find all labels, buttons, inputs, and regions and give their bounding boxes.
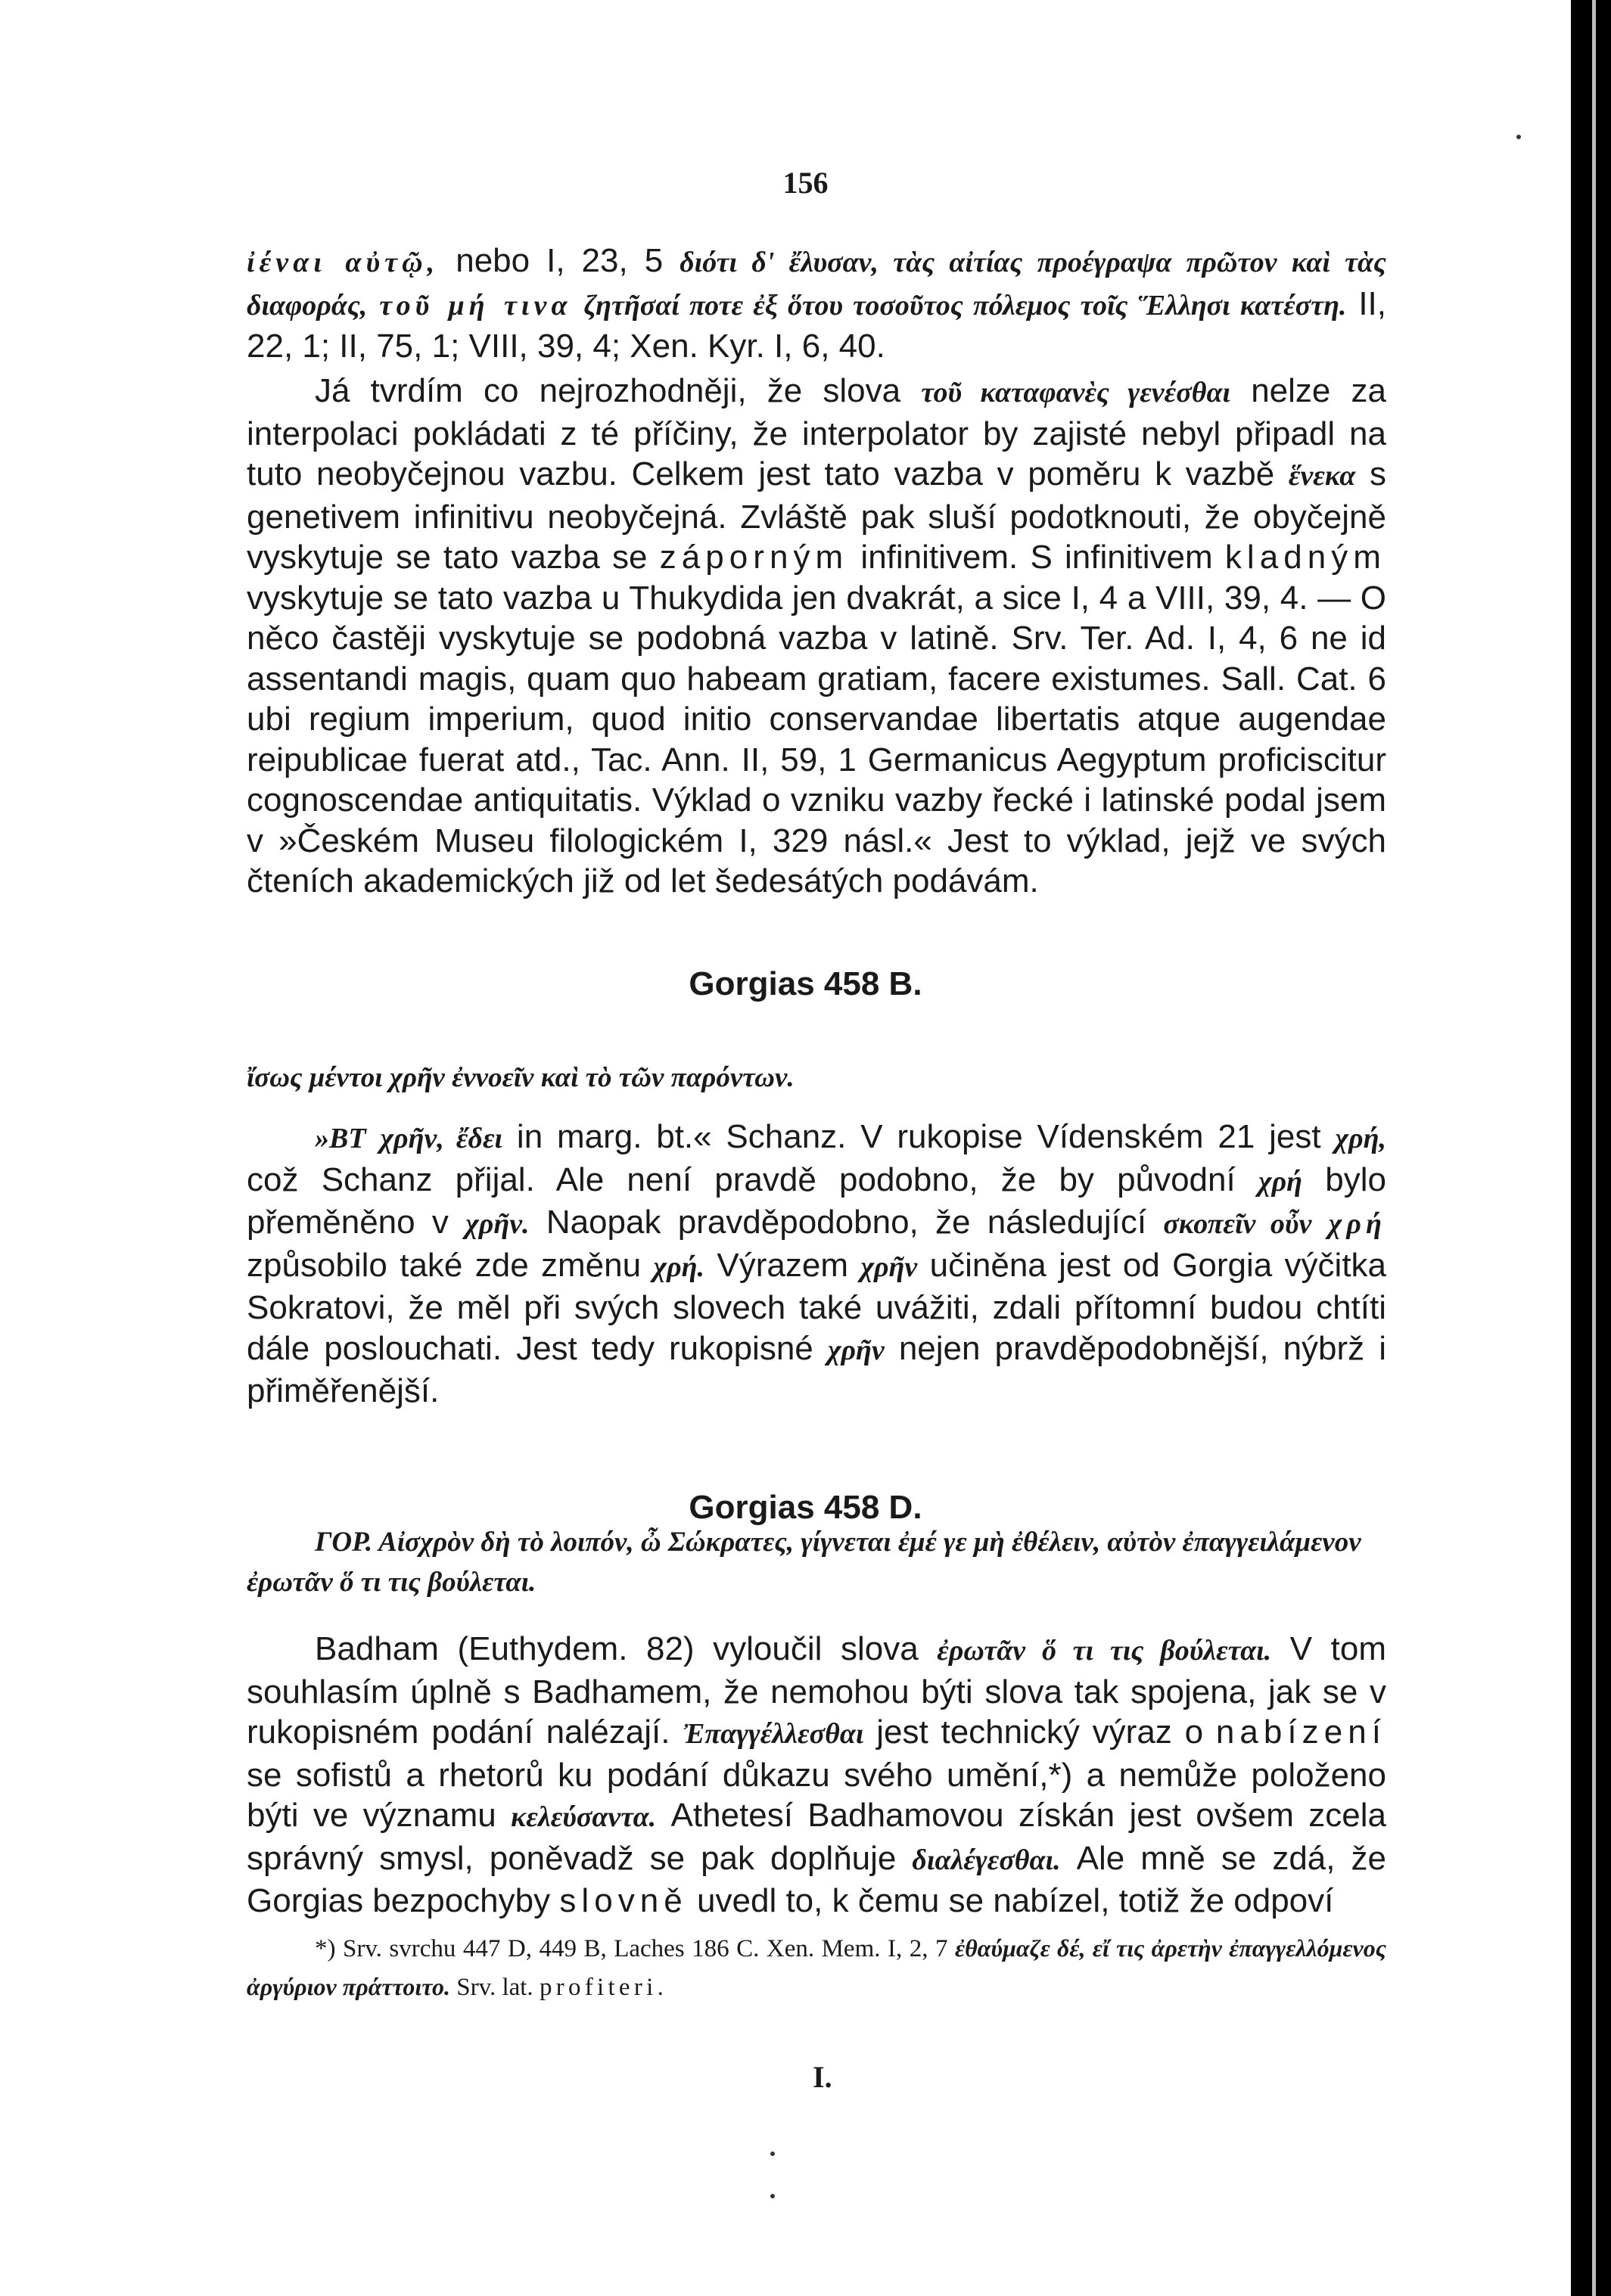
footnote-text: Srv. lat. [456, 1974, 533, 2001]
section-quote [247, 1058, 1386, 1098]
text-run: Badham (Euthydem. 82) vyloučil slova [315, 1630, 919, 1667]
text-run: se sofistů a rhetorů ku podání důkazu svého umění,*) a nemůže položeno býti ve významu [247, 1756, 1386, 1834]
emphasized-word: kladným [1224, 539, 1386, 576]
text-run: vyskytuje se tato vazba u Thukydida jen dvakrát, a sice I, 4 a VIII, 39, 4. — O něco častěji vyskytuje se podobná vazba v latině. Srv. Ter. Ad. I, 4, 6 ne id assentandi magis, quam quo habeam gratiam, facere existumes. Sall. Cat. 6 ubi regium imperium, quod initio conservandae libertatis atque augendae reipublicae fuerat atd., Tac. Ann. II, 59, 1 Germanicus Aegyptum proficiscitur cognoscendae antiquitatis. Výklad o vzniku vazby řecké i latinské podal jsem v »Českém Museu filologickém I, 329 násl.« Jest to výklad, jejž ve svých čteních akademických již od let šedesátých podávám. [247, 579, 1386, 899]
text-run: nejen pravděpodobnější, nýbrž i přiměřenější. [247, 1329, 1386, 1409]
greek-phrase: ζητῆσαί ποτε ἐξ ὅτου τοσοῦτος πόλεμος τοῖς Ἕλλησι κατέστη. [583, 289, 1347, 322]
sigla: »BT [315, 1123, 366, 1154]
text-run: in marg. bt.« Schanz. V rukopise Vídenském 21 jest [516, 1118, 1321, 1155]
section-heading: Gorgias 458 D. [689, 1489, 922, 1526]
greek-phrase: χρή, [1335, 1123, 1387, 1154]
scan-border [1571, 0, 1611, 2296]
greek-phrase: χρῆν, ἔδει [380, 1123, 503, 1154]
quote-text: ἴσως μέντοι χρῆν ἐννοεῖν καὶ τὸ τῶν παρόντων. [247, 1062, 795, 1093]
section-paragraph [247, 1117, 1386, 1412]
greek-phrase: ἐθαύμαζε δέ, εἴ τις ἀρετὴν ἐπαγγελλόμενος ἀργύριον πράττοιτο. [247, 1934, 1387, 2000]
emphasized-word: záporným [659, 539, 849, 576]
section-heading: Gorgias 458 B. [689, 965, 922, 1002]
footnote [247, 1929, 1386, 2006]
text-run: infinitivem. S infinitivem [860, 539, 1213, 576]
footnote-text: *) Srv. svrchu 447 D, 449 B, Laches 186 C. Xen. Mem. I, 2, 7 [315, 1935, 948, 1962]
text-run: II, 22, 1; II, 75, 1; VIII, 39, 4; Xen. Kyr. I, 6, 40. [247, 284, 1386, 365]
continuation-paragraph [247, 241, 1386, 367]
scan-speck [770, 2152, 775, 2156]
greek-phrase: διότι δ' ἔλυσαν, τὰς αἰτίας προέγραψα πρῶτον καὶ τὰς διαφοράς, [247, 247, 1386, 322]
text-run: Já tvrdím co nejrozhodněji, že slova [315, 372, 901, 409]
quote-text: Αἰσχρὸν δὴ τὸ λοιπόν, ὦ Σώκρατες, γίγνεται ἐμέ γε μὴ ἐθέλειν, αὐτὸν ἐπαγγειλάμενον ἐρωτᾶν ὅ τι τις βούλεται. [247, 1527, 1361, 1598]
text-run: což Schanz přijal. Ale není pravdě podobno, že by původní [247, 1160, 1236, 1198]
greek-phrase: χρή [1328, 1208, 1387, 1240]
greek-phrase: τοῦ καταφανὲς γενέσθαι [921, 377, 1231, 409]
greek-phrase: χρῆν [827, 1334, 885, 1366]
greek-phrase: διαλέγεσθαι. [912, 1844, 1061, 1876]
greek-phrase: σκοπεῖν οὖν [1163, 1208, 1312, 1240]
text-run: s genetivem infinitivu neobyčejná. Zvláště pak sluší podotknouti, že obyčejně vyskytuje se tato vazba se [247, 455, 1386, 576]
page-number: 156 [782, 166, 829, 200]
speaker-label: ΓΟΡ. [315, 1527, 373, 1558]
text-run: bylo přeměněno v [247, 1160, 1386, 1241]
section-quote [247, 1522, 1386, 1602]
text-run: jest technický výraz o [876, 1713, 1204, 1751]
text-run: učiněna jest od Gorgia výčitka Sokratovi, že měl při svých slovech také uvážiti, zdali přítomní budou chtíti dále poslouchati. Jest tedy rukopisné [247, 1246, 1387, 1367]
section-paragraph [247, 1629, 1386, 1922]
emphasized-word: slovně [559, 1882, 688, 1919]
emphasized-word: nabízení [1215, 1713, 1386, 1751]
greek-phrase: χρή [1258, 1165, 1303, 1198]
printer-signature: I. [813, 2060, 832, 2094]
text-run: Ale mně se zdá, že Gorgias bezpochyby [247, 1839, 1386, 1919]
scan-edge-line [1592, 0, 1596, 2296]
emphasized-word: profiteri. [539, 1974, 668, 2001]
text-run: způsobilo také zde změnu [247, 1246, 642, 1284]
greek-phrase: χρῆν. [465, 1208, 530, 1240]
text-run: Výrazem [717, 1246, 848, 1284]
greek-phrase: χρῆν [860, 1251, 918, 1283]
text-run: uvedl to, k čemu se nabízel, totiž že odpoví [697, 1882, 1334, 1919]
greek-phrase: χρή. [653, 1251, 705, 1283]
text-run: nelze za interpolaci pokládati z té příčiny, že interpolator by zajisté nebyl připadl na tuto neobyčejnou vazbu. Celkem jest tato vazba v poměru k vazbě [247, 372, 1387, 492]
greek-phrase: ἰέναι αὐτῷ, [247, 247, 440, 278]
greek-phrase: τοῦ μή τινα [379, 289, 572, 322]
text-run: V tom souhlasím úplně s Badhamem, že nemohou býti slova tak spojena, jak se v rukopisném podání nalézají. [247, 1630, 1386, 1751]
greek-phrase: ἐρωτᾶν ὅ τι τις βούλεται. [937, 1635, 1272, 1667]
argument-paragraph [247, 371, 1386, 902]
text-run: Naopak pravděpodobno, že následující [546, 1204, 1147, 1241]
scan-speck [1516, 135, 1521, 139]
text-run: Athetesí Badhamovou získán jest ovšem zcela správný smysl, poněvadž se pak doplňuje [247, 1797, 1386, 1877]
greek-phrase: ἕνεκα [1288, 460, 1356, 492]
greek-phrase: κελεύσαντα. [511, 1801, 657, 1833]
scan-speck [770, 2194, 775, 2198]
text-run: nebo I, 23, 5 [456, 242, 664, 279]
greek-phrase: Ἐπαγγέλλεσθαι [683, 1718, 864, 1750]
